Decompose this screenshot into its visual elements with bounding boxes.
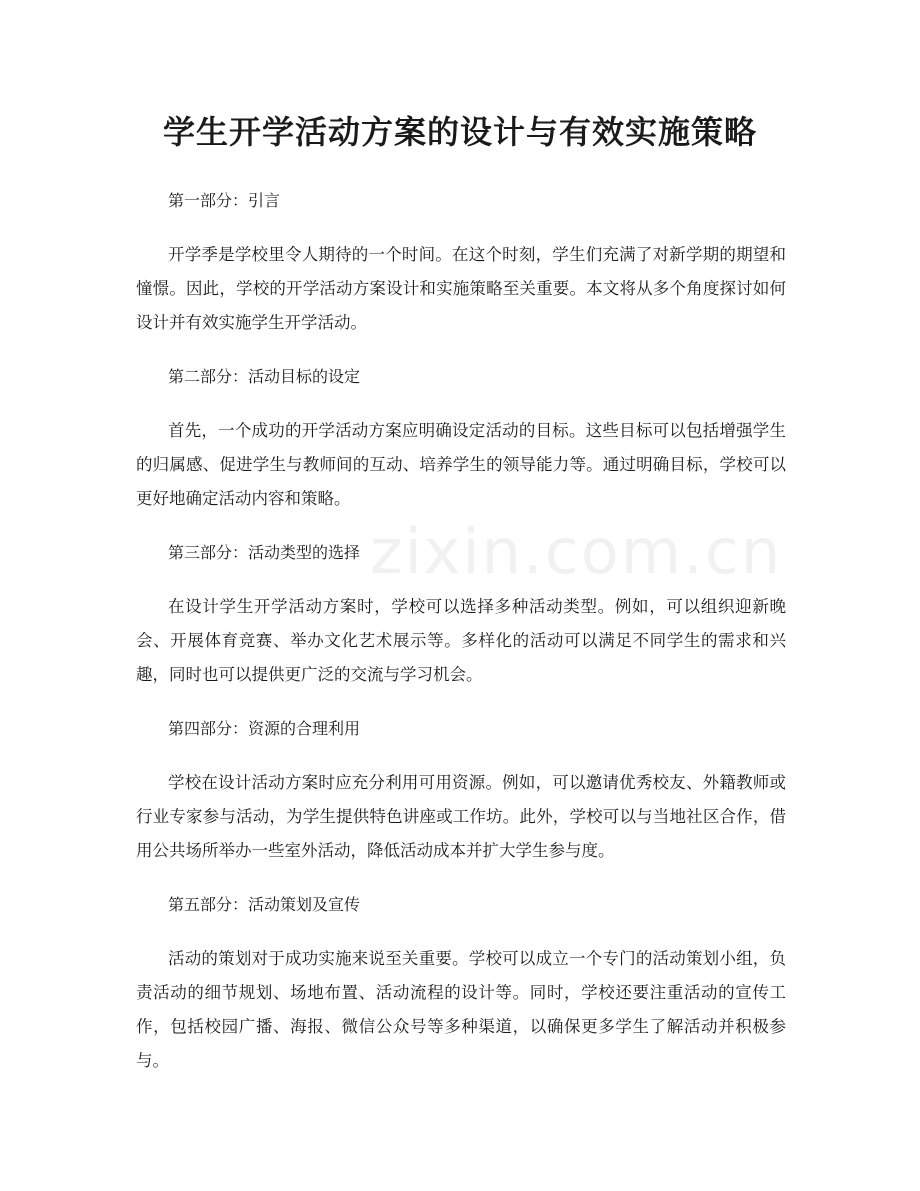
section-heading: 第四部分：资源的合理利用 bbox=[168, 719, 361, 738]
watermark-text: zixin.com.cn bbox=[370, 515, 783, 588]
section-paragraph: 开学季是学校里令人期待的一个时间。在这个时刻，学生们充满了对新学期的期望和憧憬。因此，学校的开学活动方案设计和实施策略至关重要。本文将从多个角度探讨如何设计并有效实施学生开学活动。 bbox=[136, 245, 786, 332]
section-paragraph: 活动的策划对于成功实施来说至关重要。学校可以成立一个专门的活动策划小组，负责活动的细节规划、场地布置、活动流程的设计等。同时，学校还要注重活动的宣传工作，包括校园广播、海报、微信公众号等多种渠道，以确保更多学生了解活动并积极参与。 bbox=[136, 949, 786, 1070]
section-paragraph: 首先，一个成功的开学活动方案应明确设定活动的目标。这些目标可以包括增强学生的归属感、促进学生与教师间的互动、培养学生的领导能力等。通过明确目标，学校可以更好地确定活动内容和策略。 bbox=[136, 421, 786, 508]
section-heading: 第五部分：活动策划及宣传 bbox=[168, 895, 361, 914]
section-heading: 第一部分：引言 bbox=[168, 191, 281, 210]
document-title: 学生开学活动方案的设计与有效实施策略 bbox=[162, 113, 757, 151]
section-paragraph: 在设计学生开学活动方案时，学校可以选择多种活动类型。例如，可以组织迎新晚会、开展体育竞赛、举办文化艺术展示等。多样化的活动可以满足不同学生的需求和兴趣，同时也可以提供更广泛的交流与学习机会。 bbox=[136, 597, 786, 684]
section-heading: 第三部分：活动类型的选择 bbox=[168, 543, 361, 562]
document-body bbox=[136, 184, 786, 1098]
section-heading: 第二部分：活动目标的设定 bbox=[168, 367, 361, 386]
section-paragraph: 学校在设计活动方案时应充分利用可用资源。例如，可以邀请优秀校友、外籍教师或行业专家参与活动，为学生提供特色讲座或工作坊。此外，学校可以与当地社区合作，借用公共场所举办一些室外活动，降低活动成本并扩大学生参与度。 bbox=[136, 773, 786, 860]
